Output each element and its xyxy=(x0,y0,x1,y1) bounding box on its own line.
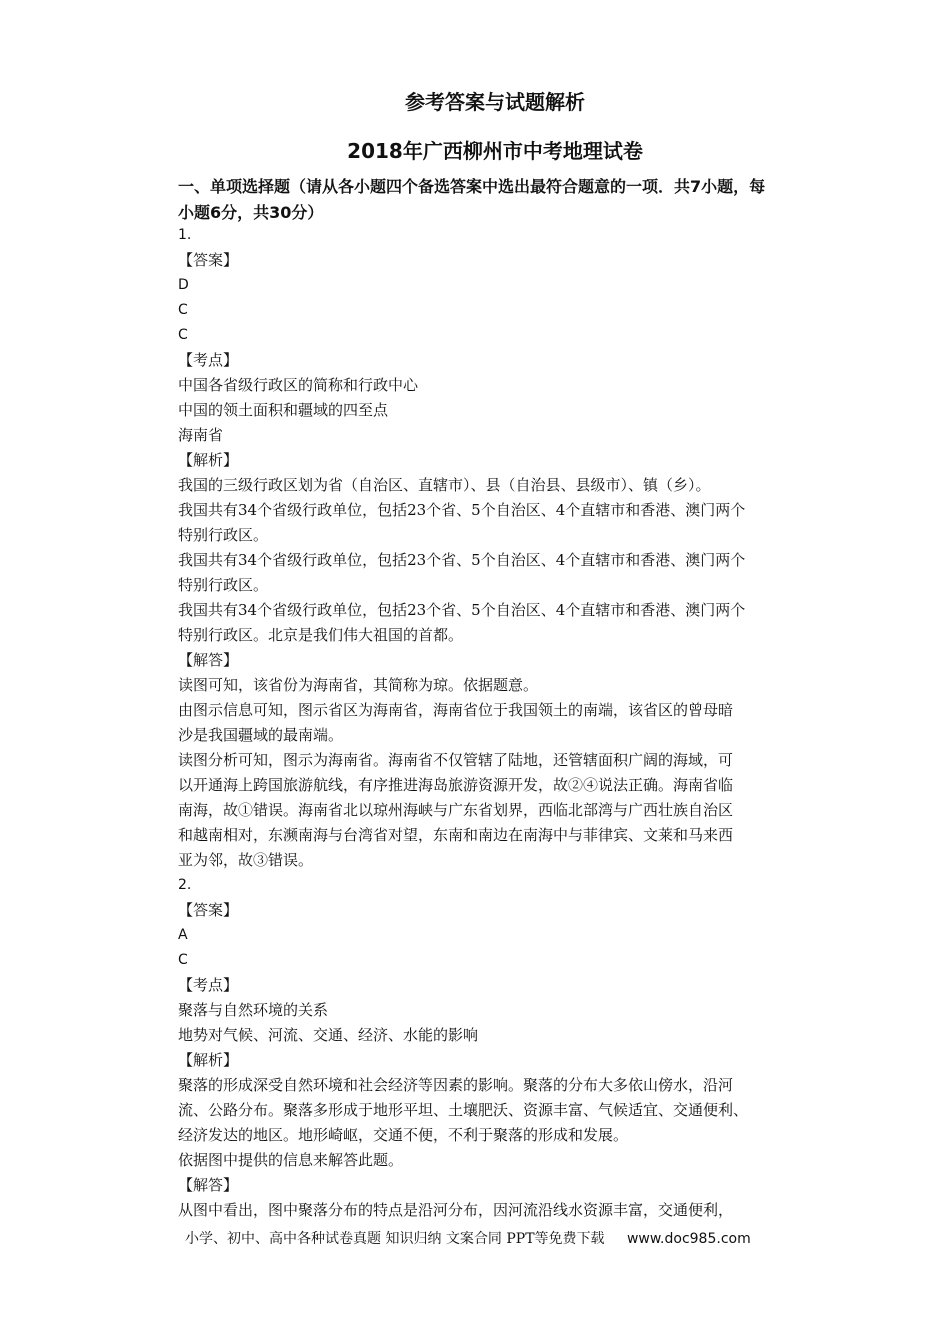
answer-item: C xyxy=(178,952,188,968)
document-body xyxy=(178,223,818,1223)
answer-item: A xyxy=(178,927,188,943)
analysis-label: 【解析】 xyxy=(178,451,239,469)
analysis-line: 我国共有34个省级行政单位，包括23个省、5个自治区、4个直辖市和香港、澳门两个 xyxy=(178,601,746,619)
answer-item: C xyxy=(178,327,188,343)
doc-subtitle: 2018年广西柳州市中考地理试卷 xyxy=(347,139,643,163)
analysis-line: 经济发达的地区。地形崎岖，交通不便，不利于聚落的形成和发展。 xyxy=(178,1126,629,1144)
section-heading xyxy=(178,174,818,226)
analysis-line: 流、公路分布。聚落多形成于地形平坦、土壤肥沃、资源丰富、气候适宜、交通便利、 xyxy=(178,1101,749,1119)
solution-line: 读图可知，该省份为海南省，其简称为琼。依据题意。 xyxy=(178,676,539,694)
solution-line: 读图分析可知，图示为海南省。海南省不仅管辖了陆地，还管辖面积广阔的海域，可 xyxy=(178,751,734,769)
page-footer xyxy=(185,1228,825,1248)
answer-item: D xyxy=(178,277,189,293)
footer-text: 小学、初中、高中各种试卷真题 知识归纳 文案合同 PPT等免费下载 xyxy=(185,1231,605,1247)
analysis-line: 特别行政区。 xyxy=(178,576,269,594)
solution-line: 和越南相对，东濒南海与台湾省对望，东南和南边在南海中与菲律宾、文莱和马来西 xyxy=(178,826,734,844)
analysis-label: 【解析】 xyxy=(178,1051,239,1069)
solution-line: 亚为邻，故③错误。 xyxy=(178,851,314,869)
analysis-line: 我国共有34个省级行政单位，包括23个省、5个自治区、4个直辖市和香港、澳门两个 xyxy=(178,501,746,519)
solution-label: 【解答】 xyxy=(178,651,239,669)
section-heading-line: 一、单项选择题（请从各小题四个备选答案中选出最符合题意的一项．共7小题，每 xyxy=(178,177,766,196)
answer-label: 【答案】 xyxy=(178,251,239,269)
analysis-line: 依据图中提供的信息来解答此题。 xyxy=(178,1151,404,1169)
point-item: 海南省 xyxy=(178,426,224,444)
answer-label: 【答案】 xyxy=(178,901,239,919)
doc-title: 参考答案与试题解析 xyxy=(405,90,585,114)
solution-line: 从图中看出，图中聚落分布的特点是沿河分布，因河流沿线水资源丰富，交通便利， xyxy=(178,1201,734,1219)
question-number: 1. xyxy=(178,227,192,243)
analysis-line: 特别行政区。北京是我们伟大祖国的首都。 xyxy=(178,626,464,644)
solution-line: 南海，故①错误。海南省北以琼州海峡与广东省划界，西临北部湾与广西壮族自治区 xyxy=(178,801,734,819)
analysis-line: 我国的三级行政区划为省（自治区、直辖市）、县（自治县、县级市）、镇（乡）。 xyxy=(178,476,711,494)
analysis-line: 聚落的形成深受自然环境和社会经济等因素的影响。聚落的分布大多依山傍水，沿河 xyxy=(178,1076,734,1094)
section-heading-line: 小题6分，共30分） xyxy=(178,203,324,222)
solution-line: 由图示信息可知，图示省区为海南省，海南省位于我国领土的南端，该省区的曾母暗 xyxy=(178,701,734,719)
analysis-line: 我国共有34个省级行政单位，包括23个省、5个自治区、4个直辖市和香港、澳门两个 xyxy=(178,551,746,569)
solution-label: 【解答】 xyxy=(178,1176,239,1194)
points-label: 【考点】 xyxy=(178,351,239,369)
point-item: 聚落与自然环境的关系 xyxy=(178,1001,329,1019)
solution-line: 沙是我国疆域的最南端。 xyxy=(178,726,344,744)
points-label: 【考点】 xyxy=(178,976,239,994)
point-item: 中国各省级行政区的简称和行政中心 xyxy=(178,376,419,394)
answer-item: C xyxy=(178,302,188,318)
question-number: 2. xyxy=(178,877,192,893)
footer-site-link[interactable]: www.doc985.com xyxy=(626,1231,751,1247)
point-item: 地势对气候、河流、交通、经济、水能的影响 xyxy=(178,1026,479,1044)
analysis-line: 特别行政区。 xyxy=(178,526,269,544)
solution-line: 以开通海上跨国旅游航线，有序推进海岛旅游资源开发，故②④说法正确。海南省临 xyxy=(178,776,734,794)
point-item: 中国的领土面积和疆域的四至点 xyxy=(178,401,389,419)
